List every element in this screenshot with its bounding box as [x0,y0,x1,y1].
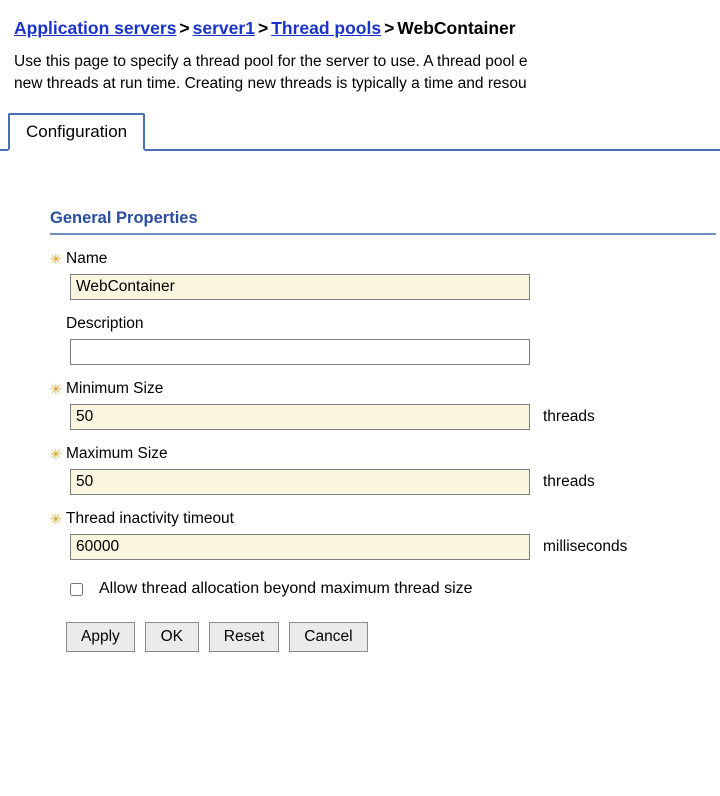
reset-button[interactable]: Reset [209,622,280,652]
field-name-label-row [50,249,720,269]
field-maximum-size-label: Maximum Size [66,445,168,462]
allow-thread-allocation-label: Allow thread allocation beyond maximum thread size [99,580,473,597]
field-name-input-row [70,274,720,300]
field-thread-inactivity-timeout-label-row [50,509,720,529]
required-marker-icon: ✳ [50,381,62,397]
field-name-label: Name [66,250,108,267]
breadcrumb-separator-2: > [257,18,269,38]
ok-button[interactable]: OK [145,622,199,652]
allow-thread-allocation-checkbox[interactable] [70,583,83,596]
thread-inactivity-timeout-input[interactable] [70,534,530,560]
configuration-form [0,209,720,652]
minimum-size-input[interactable] [70,404,530,430]
field-description-label: Description [66,315,144,332]
field-maximum-size-input-row [70,469,720,495]
cancel-button[interactable]: Cancel [289,622,367,652]
required-marker-icon: ✳ [50,511,62,527]
field-minimum-size [50,379,720,430]
field-minimum-size-label-row [50,379,720,399]
field-thread-inactivity-timeout-label: Thread inactivity timeout [66,510,234,527]
breadcrumb-link-thread-pools[interactable]: Thread pools [271,18,382,38]
apply-button[interactable]: Apply [66,622,135,652]
field-name [50,249,720,300]
field-minimum-size-input-row [70,404,720,430]
thread-inactivity-timeout-unit: milliseconds [543,538,628,555]
allow-thread-allocation-row[interactable] [70,580,720,598]
field-description-label-row [56,314,720,334]
tab-configuration[interactable]: Configuration [8,113,145,151]
required-marker-icon: ✳ [50,251,62,267]
breadcrumb-separator-3: > [384,18,395,38]
breadcrumb-separator-1: > [179,18,190,38]
name-input[interactable] [70,274,530,300]
field-maximum-size-label-row [50,444,720,464]
maximum-size-input[interactable] [70,469,530,495]
description-input[interactable] [70,339,530,365]
required-marker-icon: ✳ [50,446,62,462]
field-maximum-size [50,444,720,495]
field-thread-inactivity-timeout [50,509,720,560]
field-description [50,314,720,365]
breadcrumb [0,0,720,39]
breadcrumb-current-webcontainer: WebContainer [397,18,516,38]
field-thread-inactivity-timeout-input-row [70,534,720,560]
field-minimum-size-label: Minimum Size [66,380,164,397]
minimum-size-unit: threads [543,408,595,425]
breadcrumb-link-application-servers[interactable]: Application servers [14,18,177,38]
form-buttons [66,622,720,652]
tab-strip [0,111,720,151]
page-description [14,51,720,95]
page-description-line-1: Use this page to specify a thread pool for the server to use. A thread pool e [14,53,528,70]
section-heading-general-properties: General Properties [50,209,716,235]
maximum-size-unit: threads [543,473,595,490]
breadcrumb-link-server1[interactable]: server1 [192,18,255,38]
field-description-input-row [70,339,720,365]
page-description-line-2: new threads at run time. Creating new threads is typically a time and resou [14,75,527,92]
